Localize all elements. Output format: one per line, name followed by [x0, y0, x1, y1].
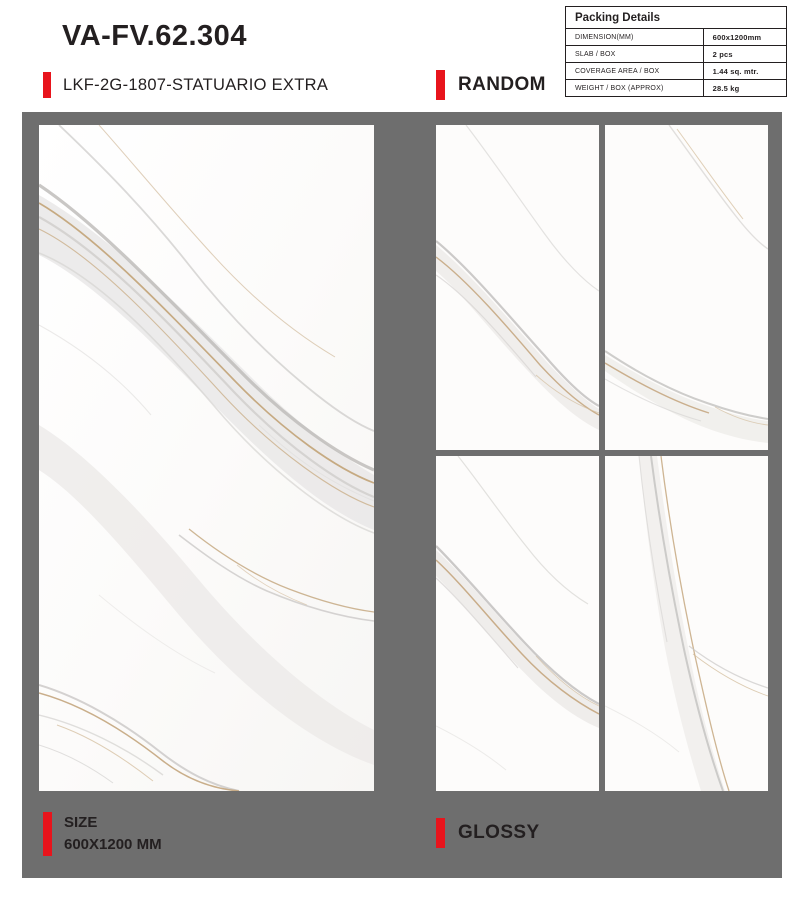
packing-key-slab: SLAB / BOX: [566, 46, 703, 63]
packing-key-coverage: COVERAGE AREA / BOX: [566, 63, 703, 80]
random-tile-3-image: [436, 456, 599, 791]
marble-texture-3: [436, 456, 599, 791]
accent-bar-random: [436, 70, 445, 100]
right-white-band: [782, 0, 804, 911]
random-tile-4-image: [605, 456, 768, 791]
packing-value-coverage: 1.44 sq. mtr.: [703, 63, 786, 80]
marble-texture-2: [605, 125, 768, 450]
marble-texture-1: [436, 125, 599, 450]
accent-bar-size: [43, 812, 52, 856]
packing-key-dimension: DIMENSION(MM): [566, 29, 703, 46]
accent-bar-finish: [436, 818, 445, 848]
subtitle-row: [43, 72, 328, 98]
packing-details-title: Packing Details: [575, 12, 661, 24]
table-row: [566, 29, 786, 46]
page-title: VA-FV.62.304: [62, 20, 247, 52]
marble-texture-4: [605, 456, 768, 791]
random-row: [436, 70, 546, 100]
finish-label: GLOSSY: [458, 822, 540, 843]
finish-row: [436, 818, 540, 848]
left-white-band: [0, 0, 22, 911]
size-row: [43, 812, 162, 856]
accent-bar-subtitle: [43, 72, 51, 98]
bottom-white-band: [0, 878, 804, 911]
packing-key-weight: WEIGHT / BOX (APPROX): [566, 80, 703, 97]
table-row: [566, 46, 786, 63]
product-code-label: LKF-2G-1807-STATUARIO EXTRA: [63, 75, 329, 94]
packing-value-slab: 2 pcs: [703, 46, 786, 63]
table-row: [566, 63, 786, 80]
packing-value-weight: 28.5 kg: [703, 80, 786, 97]
random-tile-1-image: [436, 125, 599, 450]
packing-details-table: [566, 28, 786, 96]
packing-details-card: [565, 6, 787, 97]
marble-texture-main: [39, 125, 374, 791]
random-label: RANDOM: [458, 74, 546, 95]
size-value: 600X1200 MM: [64, 836, 162, 853]
size-label: SIZE: [64, 814, 98, 831]
table-row: [566, 80, 786, 97]
random-tile-2-image: [605, 125, 768, 450]
packing-value-dimension: 600x1200mm: [703, 29, 786, 46]
main-tile-image: [39, 125, 374, 791]
